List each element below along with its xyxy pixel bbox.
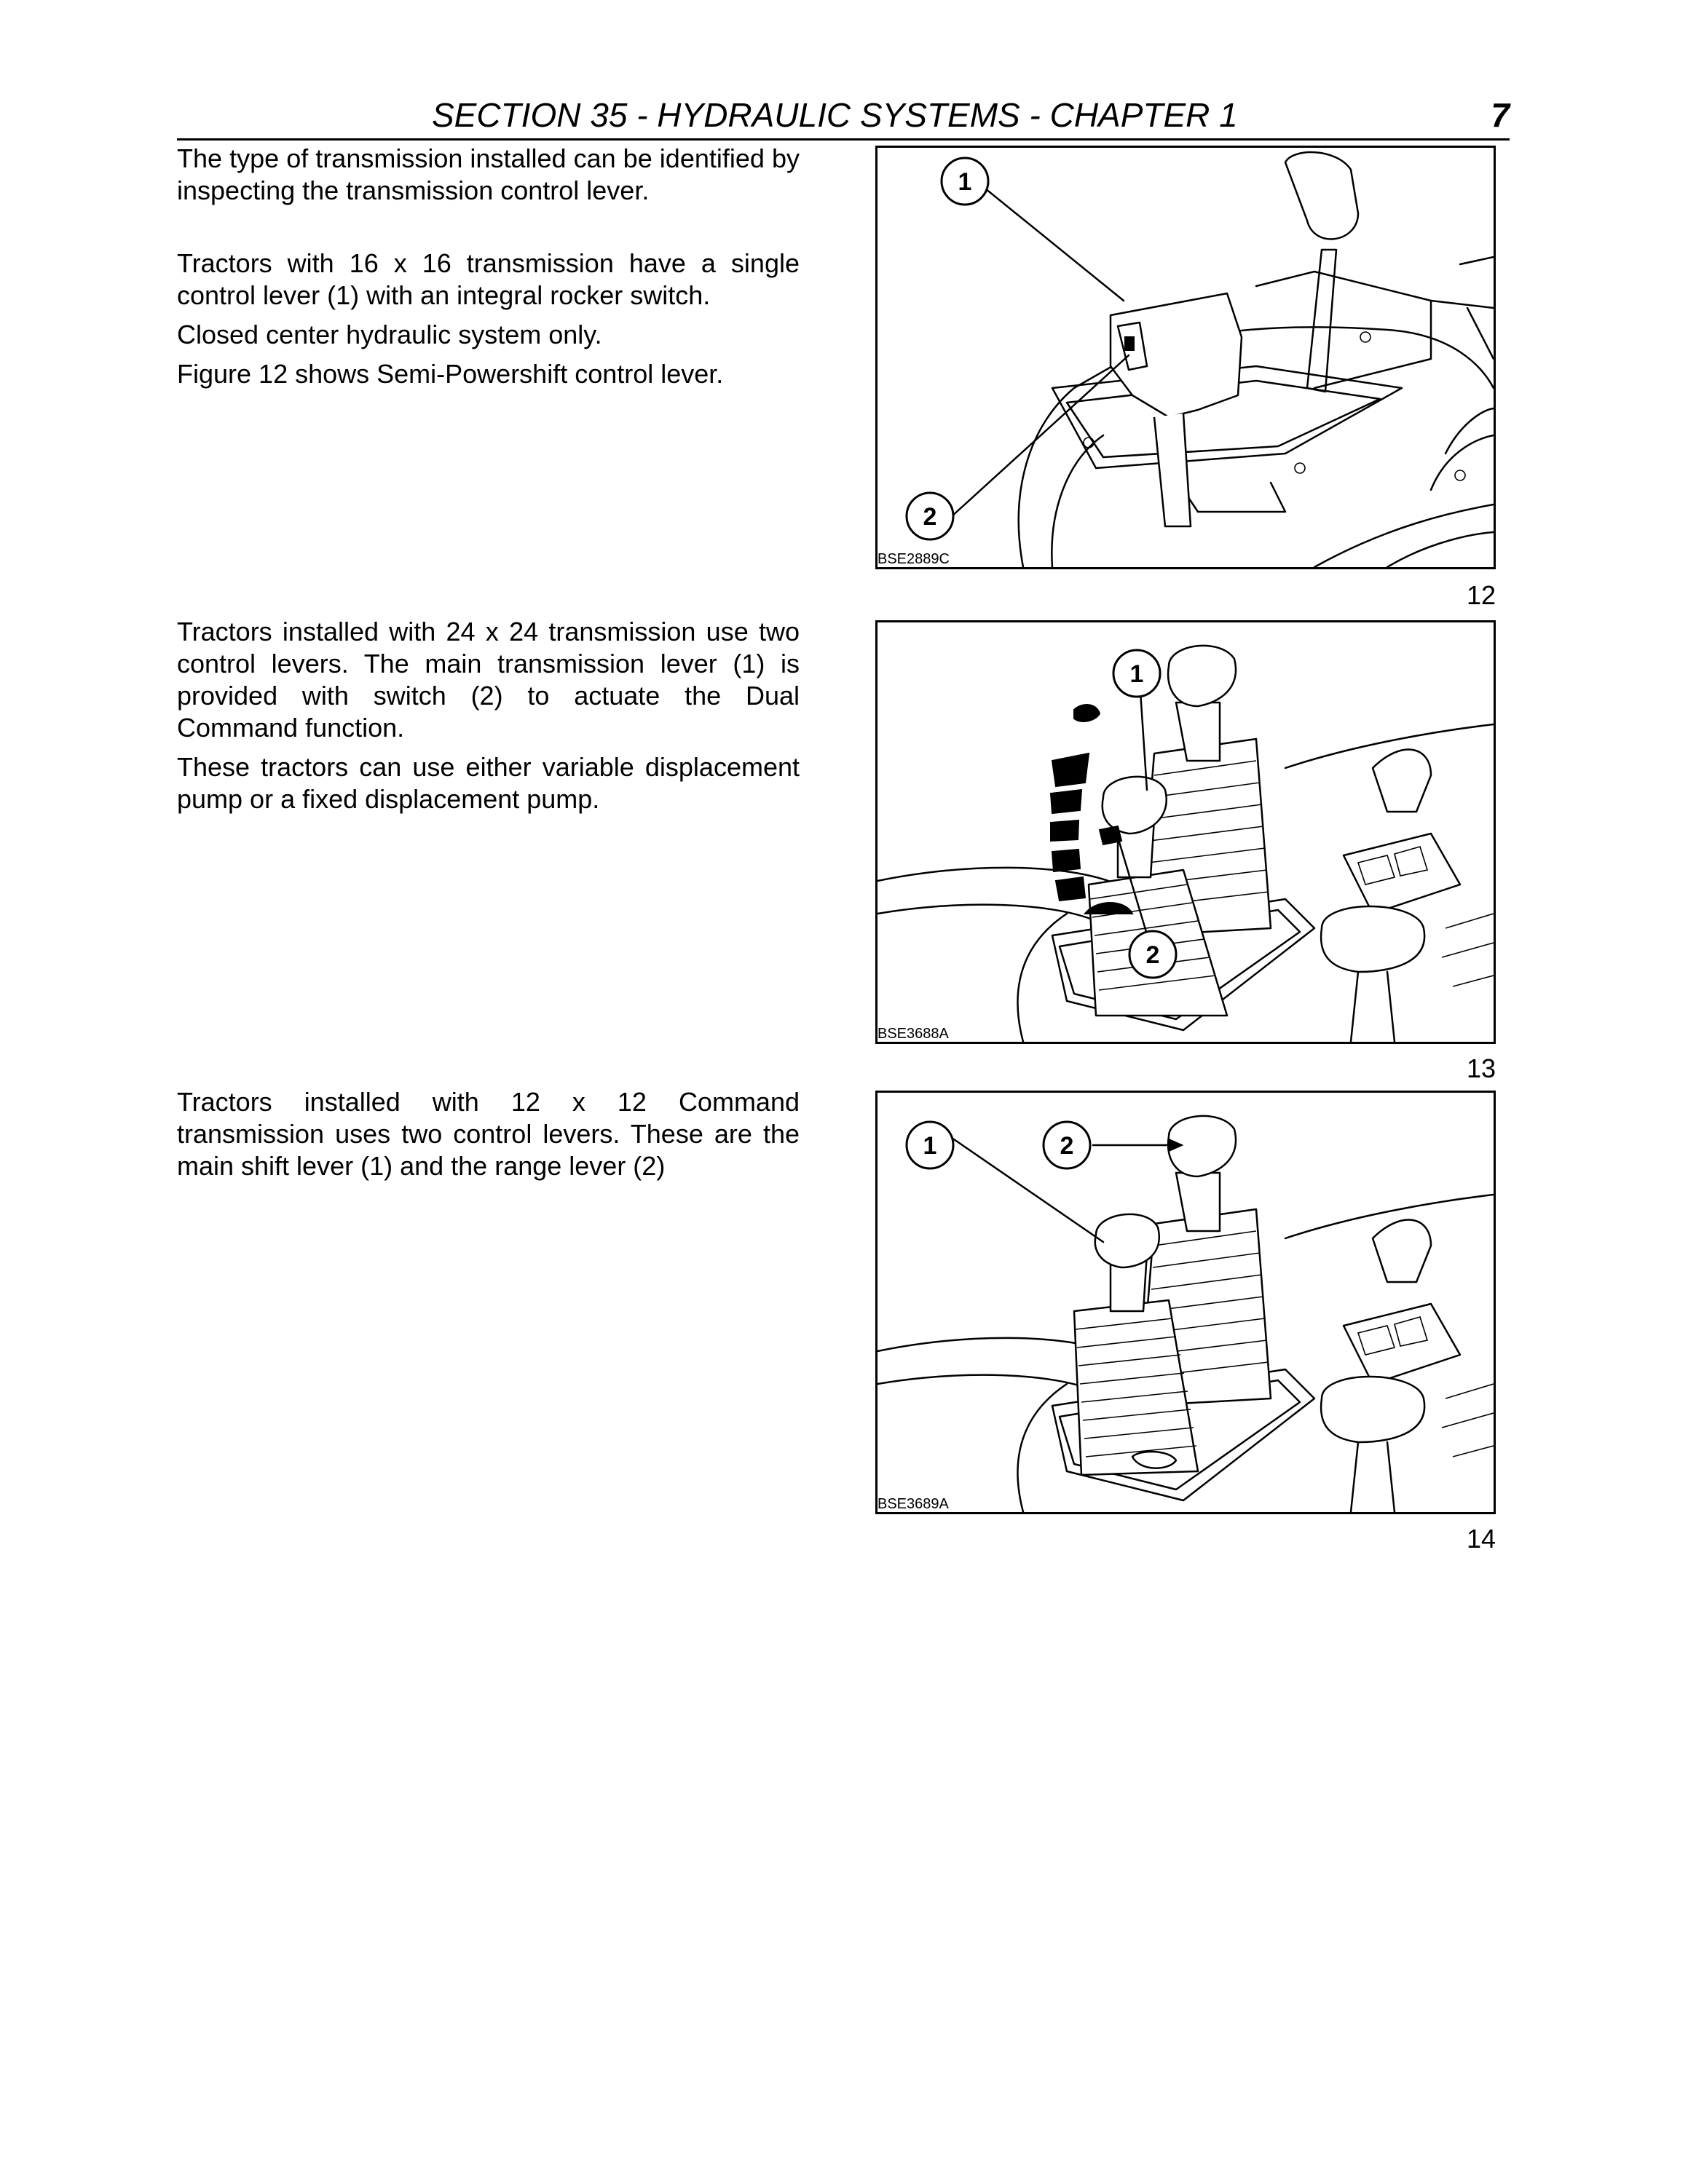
section-3-text (177, 1086, 800, 1190)
paragraph: Figure 12 shows Semi-Powershift control lever. (177, 359, 724, 389)
paragraph: Closed center hydraulic system only. (177, 320, 602, 349)
section-1-text (177, 143, 800, 397)
section-2-text (177, 616, 800, 823)
paragraph: Tractors installed with 12 x 12 Command transmission uses two control levers. These are the main shift lever (1) and the range lever (2) (177, 1087, 800, 1181)
figure-code: BSE3688A (877, 1026, 949, 1042)
figure-code: BSE3689A (877, 1496, 949, 1512)
header-rule (177, 138, 1510, 141)
callout-2: 2 (1145, 941, 1160, 969)
figure-code: BSE2889C (877, 551, 950, 567)
paragraph: Tractors with 16 x 16 transmission have a single control lever (1) with an integral rocker switch. (177, 248, 800, 310)
figure-13 (875, 620, 1496, 1044)
figure-number: 14 (1466, 1524, 1496, 1554)
page-header (177, 95, 1510, 135)
paragraph: Tractors installed with 24 x 24 transmission use two control levers. The main transmission lever (1) is provided with switch (2) to actuate the Dual Command function. (177, 617, 800, 743)
paragraph: The type of transmission installed can be identified by inspecting the transmission control lever. (177, 143, 800, 205)
callout-1: 1 (1129, 660, 1144, 688)
illustration-command-levers (877, 1093, 1494, 1512)
figure-12 (875, 146, 1496, 569)
callout-2: 2 (1060, 1132, 1074, 1160)
callout-1: 1 (958, 168, 972, 196)
paragraph: These tractors can use either variable displacement pump or a fixed displacement pump. (177, 752, 800, 814)
figure-number: 13 (1466, 1053, 1496, 1083)
illustration-semi-powershift-lever (877, 148, 1494, 567)
callout-1: 1 (923, 1132, 937, 1160)
figure-14 (875, 1091, 1496, 1514)
page-number: 7 (1491, 96, 1510, 134)
callout-2: 2 (923, 503, 937, 531)
illustration-dual-command-levers (877, 622, 1494, 1042)
figure-number: 12 (1466, 580, 1496, 610)
section-title: SECTION 35 - HYDRAULIC SYSTEMS - CHAPTER 1 (432, 96, 1238, 134)
